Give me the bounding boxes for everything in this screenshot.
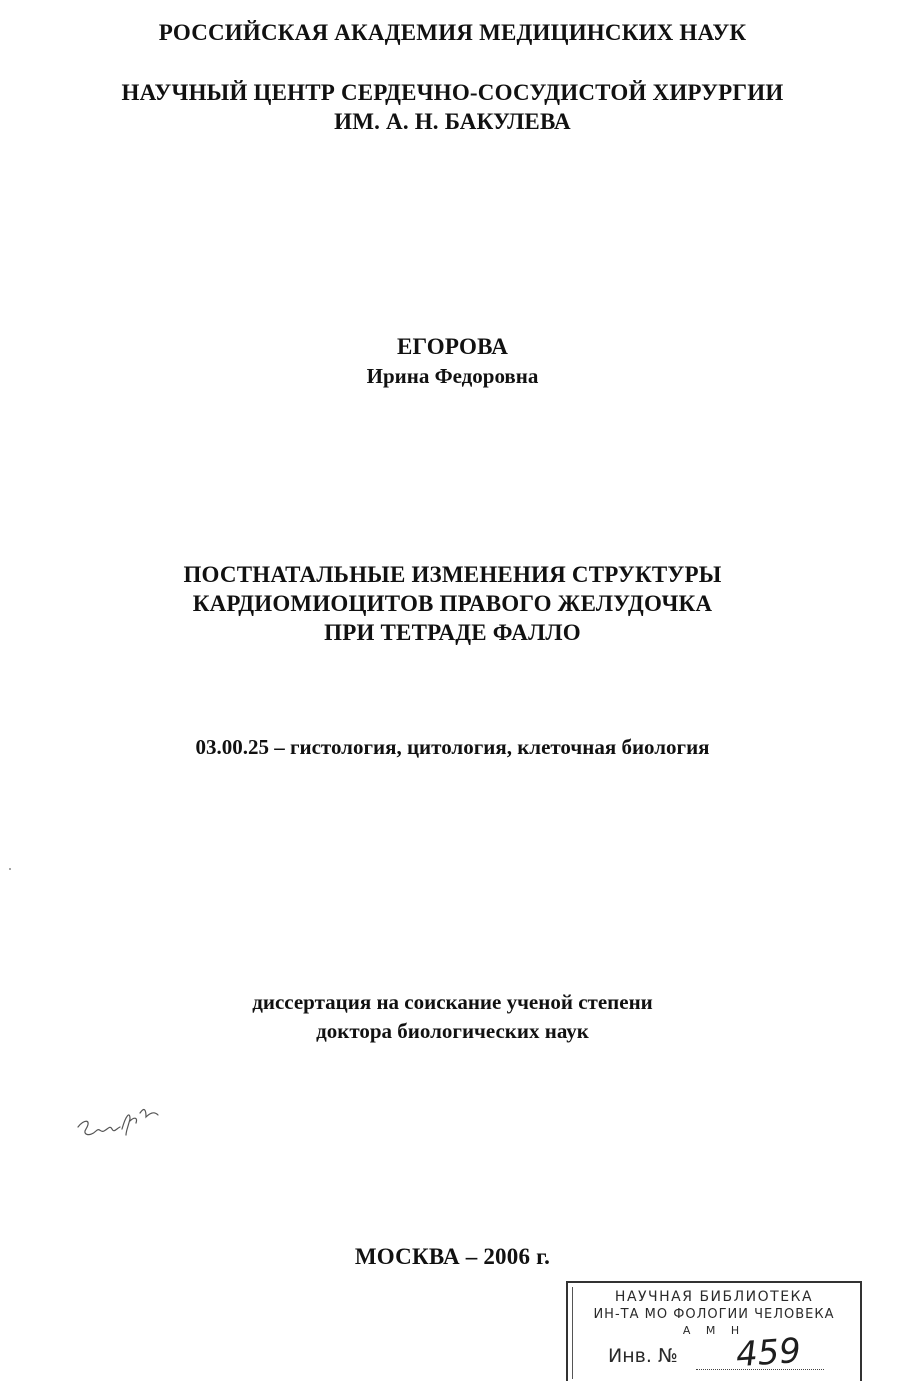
center-name-line1: НАУЧНЫЙ ЦЕНТР СЕРДЕЧНО-СОСУДИСТОЙ ХИРУРГИИ xyxy=(121,80,784,105)
stamp-institute-name: ИН-ТА МО ФОЛОГИИ ЧЕЛОВЕКА xyxy=(593,1307,835,1322)
thesis-title-line2: КАРДИОМИОЦИТОВ ПРАВОГО ЖЕЛУДОЧКА xyxy=(192,591,713,616)
degree-line2: доктора биологических наук xyxy=(316,1019,589,1043)
place-and-year: МОСКВА – 2006 г. xyxy=(354,1244,551,1269)
stamp-library-name: НАУЧНАЯ БИБЛИОТЕКА xyxy=(614,1289,814,1305)
degree-line1: диссертация на соискание ученой степени xyxy=(252,990,653,1014)
handwritten-signature xyxy=(70,1085,170,1155)
library-stamp xyxy=(566,1281,862,1381)
thesis-title-line3: ПРИ ТЕТРАДЕ ФАЛЛО xyxy=(324,620,581,645)
stamp-inventory-label: Инв. № xyxy=(608,1345,678,1367)
author-surname: ЕГОРОВА xyxy=(397,334,508,359)
academy-name: РОССИЙСКАЯ АКАДЕМИЯ МЕДИЦИНСКИХ НАУК xyxy=(158,20,747,45)
center-name-line2: ИМ. А. Н. БАКУЛЕВА xyxy=(334,109,571,134)
scan-speck xyxy=(9,868,11,870)
specialty-code: 03.00.25 – гистология, цитология, клеточная биология xyxy=(195,735,710,759)
stamp-inventory-number: 459 xyxy=(734,1330,803,1376)
stamp-academy-abbr: А М Н xyxy=(682,1324,746,1337)
author-given-names: Ирина Федоровна xyxy=(366,364,539,388)
thesis-title-line1: ПОСТНАТАЛЬНЫЕ ИЗМЕНЕНИЯ СТРУКТУРЫ xyxy=(183,562,722,587)
